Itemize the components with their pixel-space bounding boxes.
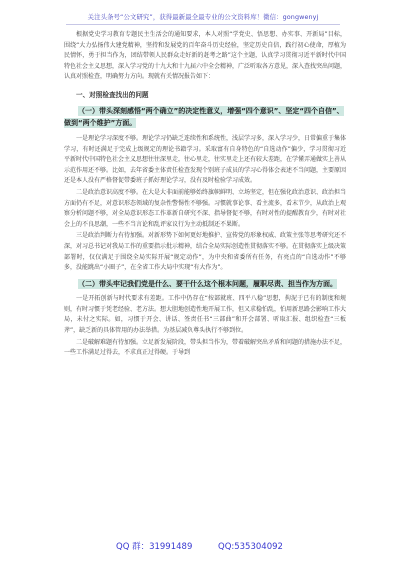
section-heading: 一、对照检查找出的问题 [76, 90, 149, 99]
promo-banner: 关注头条号“公文研究”，获得最新最全最专业的公文资料库！微信：gongwenyj [66, 10, 340, 25]
body-paragraph: 三是政治判断力有待加强。对新形势下如何更好地推护、宣传党的形象权威、政策主张等思考研究还不深，对习总书记对我局工作的重要指示批示精神，结合全局实际创造性贯彻落实不够。在贯彻落实上级决策部署时，仅仅满足于围绕全局实际开展“规定动作”，为中央和省委所有任务，有亮点的“自选动作”不够多，没能跳出“小圈子”，在全省工作大局中实现“有大作为”。 [64, 232, 347, 272]
subsection-heading-1-text: （一）带头深刻感悟“两个确立”的决定性意义，增强“四个意识”、坚定“四个自信”、做到“两个维护”方面。 [64, 106, 344, 128]
subsection-heading-1 [64, 105, 346, 130]
subsection-heading-2-text: （二）带头牢记我们党是什么、要干什么这个根本问题，履职尽责、担当作为方面。 [78, 279, 337, 288]
body-paragraph: 一是理论学习深度不够。理论学习仍缺乏连续性和系统性，浅层学习多，深入学习少，日常偏重于集体学习，有时还满足于完成上级规定的理论书籍学习。采取富有自身特色的“自选动作”偏少，学习贯彻习近平新时代中国特色社会主义思想往往深里走，往心里走，往实里走上还有较大差距，在学懂弄通做实上善从示范作用还不够。比如，去年省委主体责任检查发现个别班子成员的学习心得体会表述不当问题，主要原因还是本人没有严格督促带委班子抓好理论学习，没有及时检验学习成效。 [64, 134, 347, 185]
subsection-heading-2 [64, 278, 346, 291]
contact-footer [0, 540, 408, 554]
body-paragraph: 二是政治意识高度不够。在大是大非面前能够始终旗帜鲜明、立场坚定，但在强化政治意识、政治担当方面仍有不足，对意识形态领域的复杂性警惕性不够强。习惯就事论事、看主流多，看末节少，从政治上观察分析问题不够，对全局意识形态工作革新自研究不深、指导督促不够，有时对性的提醒教育少，有时对社会上的不良思潮，一些不当言论和乱评家议行为主动抵制还不果断。 [64, 188, 347, 228]
qq-number: QQ:535304092 [218, 542, 283, 552]
body-paragraph: 二是破解难题有待加强。立足新发展阶段，带头担当作为，带着破解突出矛盾和问题的措施办法不足，一些工作满足过得去，不求真正过得硬。于导到 [64, 338, 347, 357]
intro-paragraph: 根据党史学习教育专题民主生活会的通知要求，本人对照“学党史、悟思想、办实事、开新局”目标，围绕“大力弘扬伟大建党精神，坚持和发展党的百年奋斗历史经验，坚定历史自信，践行初心使命，厚植为民情怀，勇于担当作为，团结带领人民群众走好新的赶考之路”这个主题，认真学习贯彻习近平新时代中国特色社会主义思想，深入学习党的十九大和十九届六中全会精神，广泛听取各方意见，深入查找突出问题，认真对照检查，明确努力方向。现就有关情况报告如下： [64, 31, 347, 81]
body-paragraph: 一是开拓创新与时代要求有差距。工作中仍存在“按部就班、四平八稳”思想，拘泥于已有的制度和规则，有时习惯于凭老经验、老方法。想大胆地创造性地开展工作，但又求稳怕乱，怕用新思路会影响工作大局，未付之实际。如，习惯于开会、讲话、签责任书“三部曲”和开会部署、听取汇报、组织检查“三板斧”，缺乏新的具体管用的办法举措。为基层减负尊头执行不够到位。 [64, 295, 347, 334]
document-body [64, 30, 346, 360]
qq-group: QQ 群：31991489 [116, 542, 193, 552]
